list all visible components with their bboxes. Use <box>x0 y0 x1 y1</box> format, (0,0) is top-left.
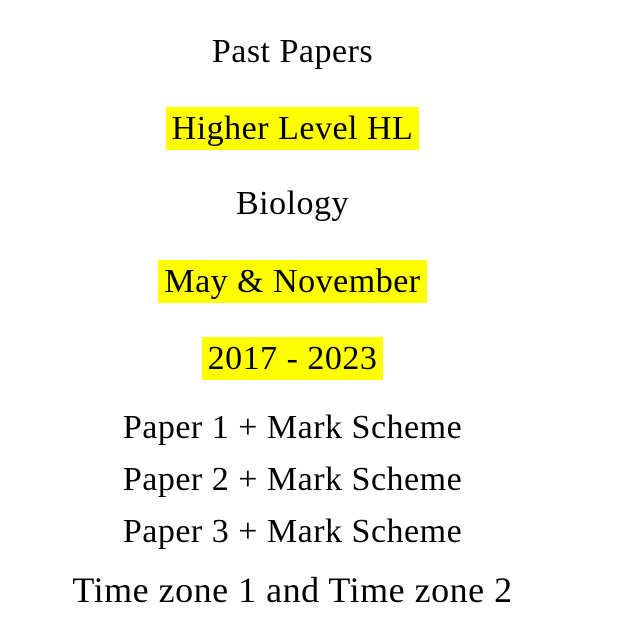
timezone-line: Time zone 1 and Time zone 2 <box>72 570 513 610</box>
years-line <box>0 338 585 379</box>
paper-2-line: Paper 2 + Mark Scheme <box>122 461 463 498</box>
session-line <box>0 261 585 302</box>
session-highlighted-text: May & November <box>158 260 426 303</box>
title-past-papers: Past Papers <box>211 33 374 70</box>
paper-1-line: Paper 1 + Mark Scheme <box>122 409 463 446</box>
years-highlighted-text: 2017 - 2023 <box>202 337 384 380</box>
level-line <box>0 108 585 149</box>
subject-biology: Biology <box>235 185 350 222</box>
level-highlighted-text: Higher Level HL <box>166 107 420 150</box>
paper-3-line: Paper 3 + Mark Scheme <box>122 513 463 550</box>
